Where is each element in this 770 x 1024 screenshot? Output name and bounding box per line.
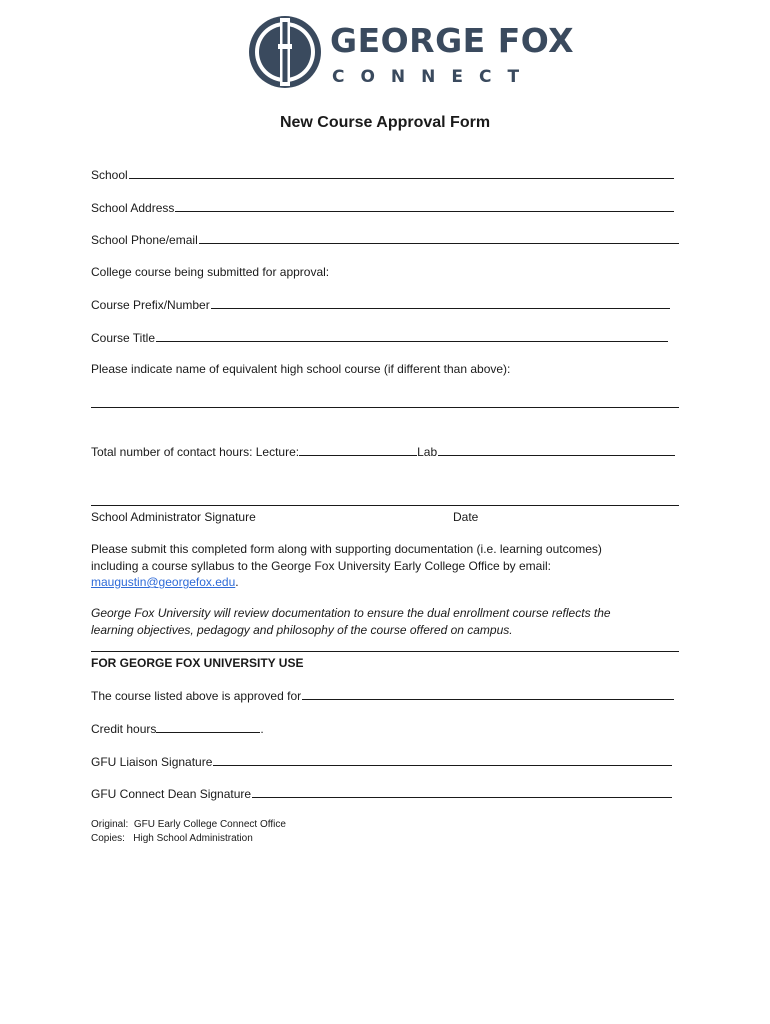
school-address-label: School Address [91,201,175,215]
school-phone-line[interactable] [199,231,679,244]
lab-hours-line[interactable] [438,443,675,456]
original-value: GFU Early College Connect Office [133,819,286,830]
footer-original [91,818,286,832]
dean-signature-label: GFU Connect Dean Signature [91,787,252,801]
hs-course-line[interactable] [91,407,679,408]
submit-line-1: Please submit this completed form along with supporting documentation (i.e. learning outcomes) [91,542,602,556]
submit-line-2: including a course syllabus to the George Fox University Early College Office by email: [91,558,551,573]
logo-subwordmark: CONNECT [332,67,536,87]
school-phone-label: School Phone/email [91,233,198,247]
logo-wordmark: GEORGE FOX [330,21,575,60]
george-fox-emblem-icon [247,14,323,90]
course-prefix-line[interactable] [211,296,670,309]
date-label: Date [453,510,479,524]
review-statement [91,605,651,638]
dean-signature-line[interactable] [252,785,672,798]
admin-signature-label: School Administrator Signature [91,510,256,524]
gfu-use-heading: FOR GEORGE FOX UNIVERSITY USE [91,656,304,670]
section-divider [91,651,679,652]
college-course-note: College course being submitted for approval: [91,265,330,279]
school-label: School [91,168,128,182]
school-line[interactable] [129,166,674,179]
admin-signature-line[interactable] [91,505,679,506]
liaison-signature-label: GFU Liaison Signature [91,755,213,769]
review-line-1: George Fox University will review documentation to ensure the dual enrollment course reflects the [91,606,611,620]
lecture-hours-line[interactable] [299,443,417,456]
school-address-field[interactable] [91,199,674,216]
course-title-label: Course Title [91,331,156,345]
original-label: Original: [91,819,129,830]
hs-course-note: Please indicate name of equivalent high school course (if different than above): [91,362,511,376]
approved-for-field[interactable] [91,687,674,704]
contact-hours-field[interactable] [91,443,675,460]
credit-hours-period: . [260,722,264,736]
credit-hours-field[interactable] [91,720,679,737]
liaison-signature-line[interactable] [213,753,672,766]
liaison-signature-field[interactable] [91,753,672,770]
submit-instructions [91,541,651,591]
school-phone-field[interactable] [91,231,679,248]
email-period: . [235,575,239,589]
school-address-line[interactable] [175,199,674,212]
copies-value: High School Administration [133,833,253,844]
contact-hours-label: Total number of contact hours: Lecture: [91,445,300,459]
school-field[interactable] [91,166,674,183]
email-link[interactable]: maugustin@georgefox.edu [91,575,236,589]
course-title-field[interactable] [91,329,668,346]
course-prefix-label: Course Prefix/Number [91,298,210,312]
course-title-line[interactable] [156,329,668,342]
credit-hours-label: Credit hours [91,722,157,736]
credit-hours-line[interactable] [156,720,260,733]
dean-signature-field[interactable] [91,785,672,802]
copies-label: Copies: [91,833,125,844]
course-prefix-field[interactable] [91,296,670,313]
review-line-2: learning objectives, pedagogy and philosophy of the course offered on campus. [91,622,513,637]
approved-for-line[interactable] [302,687,674,700]
lab-label: Lab [417,445,438,459]
form-title: New Course Approval Form [279,114,491,131]
george-fox-connect-logo [247,14,575,94]
approved-for-label: The course listed above is approved for [91,689,302,703]
footer-copies [91,832,253,846]
